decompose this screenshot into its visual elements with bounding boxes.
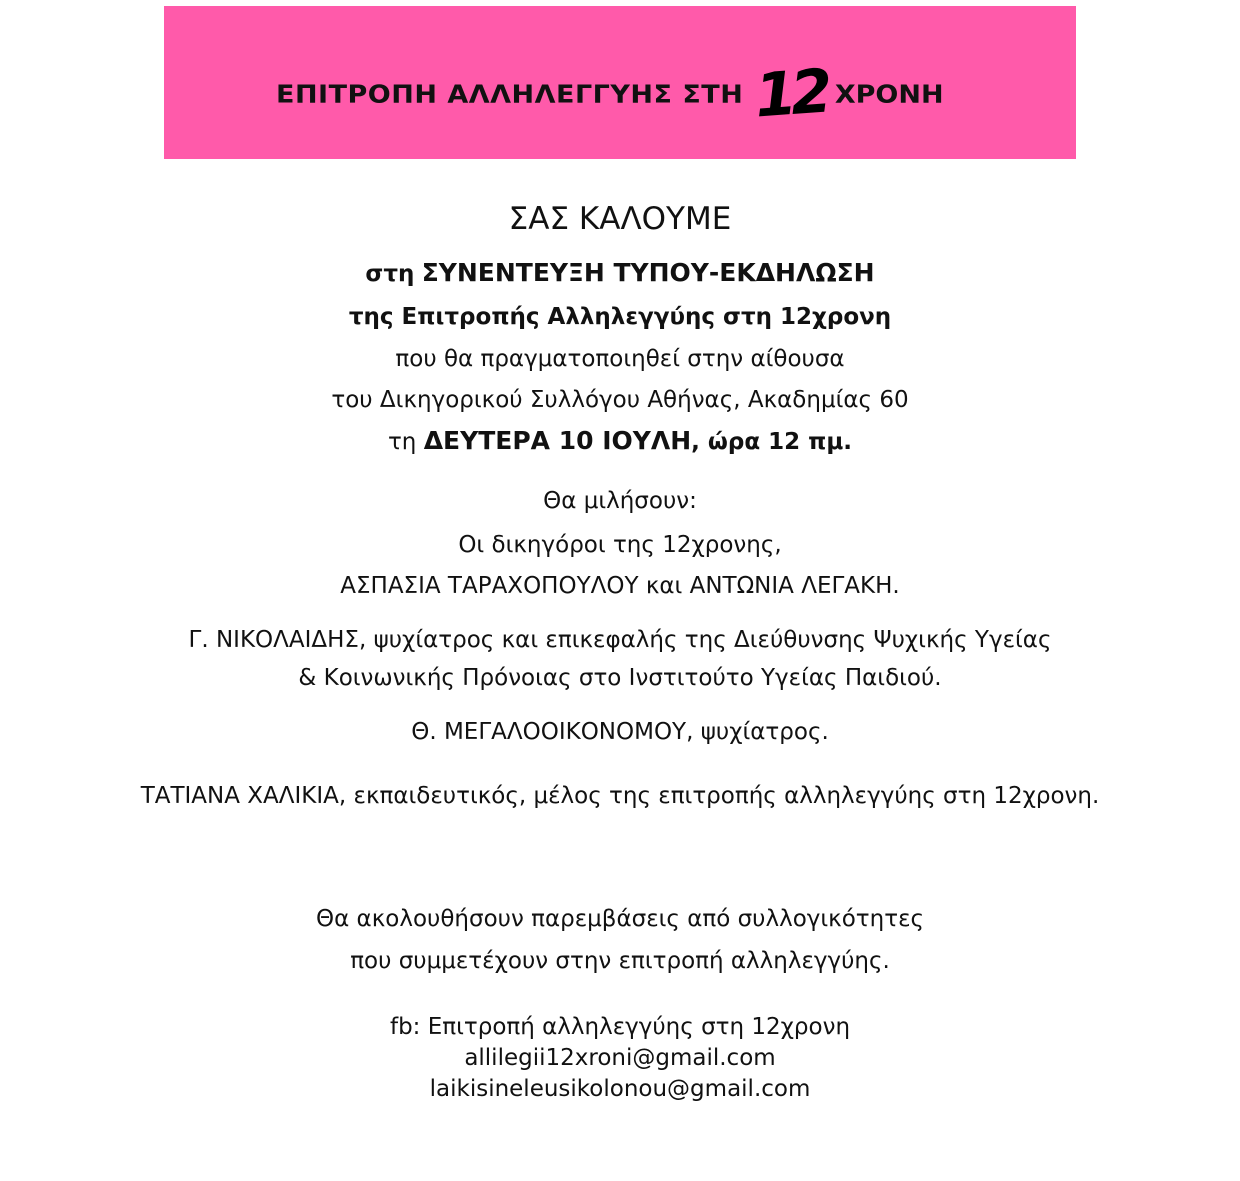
date-suffix: , ώρα 12 πμ. <box>691 429 853 455</box>
invite-line-1-prefix: στη <box>365 261 415 287</box>
contact-email-2: laikisineleusikolonou@gmail.com <box>429 1076 811 1102</box>
invite-line-4: του Δικηγορικού Συλλόγου Αθήνας, Ακαδημίας 60 <box>331 387 909 413</box>
speaker-nikolaidis-2: & Κοινωνικής Πρόνοιας στο Ινστιτούτο Υγείας Παιδιού. <box>298 665 942 691</box>
invite-line-1 <box>0 258 1240 289</box>
invite-line-2: της Επιτροπής Αλληλεγγύης στη 12χρονη <box>348 304 892 330</box>
banner-number: 12 <box>752 56 830 132</box>
speaker-megaloikonomou: Θ. ΜΕΓΑΛΟΟΙΚΟΝΟΜΟΥ, ψυχίατρος. <box>411 719 829 745</box>
followup-line-2: που συμμετέχουν στην επιτροπή αλληλεγγύης. <box>350 948 890 974</box>
contact-fb: fb: Επιτροπή αλληλεγγύης στη 12χρονη <box>389 1014 851 1040</box>
invite-line-3: που θα πραγματοποιηθεί στην αίθουσα <box>395 346 845 372</box>
followup-line-1: Θα ακολουθήσουν παρεμβάσεις από συλλογικότητες <box>315 906 925 932</box>
invite-heading: ΣΑΣ ΚΑΛΟΥΜΕ <box>508 201 732 237</box>
date-main: ΔΕΥΤΕΡΑ 10 ΙΟΥΛΗ <box>423 426 692 455</box>
banner-logo <box>276 58 944 130</box>
speakers-lawyers-line: Οι δικηγόροι της 12χρονης, <box>458 532 782 558</box>
invite-date-line <box>0 426 1240 457</box>
speaker-nikolaidis-1: Γ. ΝΙΚΟΛΑΙΔΗΣ, ψυχίατρος και επικεφαλής της Διεύθυνσης Ψυχικής Υγείας <box>188 627 1052 653</box>
invite-line-1-main: ΣΥΝΕΝΤΕΥΞΗ ΤΥΠΟΥ-ΕΚΔΗΛΩΣΗ <box>421 258 875 287</box>
speakers-lawyers-names: ΑΣΠΑΣΙΑ ΤΑΡΑΧΟΠΟΥΛΟΥ και ΑΝΤΩΝΙΑ ΛΕΓΑΚΗ. <box>340 573 900 599</box>
banner-suffix: ΧΡΟΝΗ <box>834 79 944 109</box>
header-banner <box>164 6 1076 159</box>
speaker-chalikia: ΤΑΤΙΑΝΑ ΧΑΛΙΚΙΑ, εκπαιδευτικός, μέλος της επιτροπής αλληλεγγύης στη 12χρονη. <box>140 783 1100 809</box>
date-prefix: τη <box>387 429 417 455</box>
contact-email-1: allilegii12xroni@gmail.com <box>464 1045 776 1071</box>
speakers-intro: Θα μιλήσουν: <box>543 488 697 514</box>
banner-title: ΕΠΙΤΡΟΠΗ ΑΛΛΗΛΕΓΓΥΗΣ ΣΤΗ <box>276 79 744 109</box>
